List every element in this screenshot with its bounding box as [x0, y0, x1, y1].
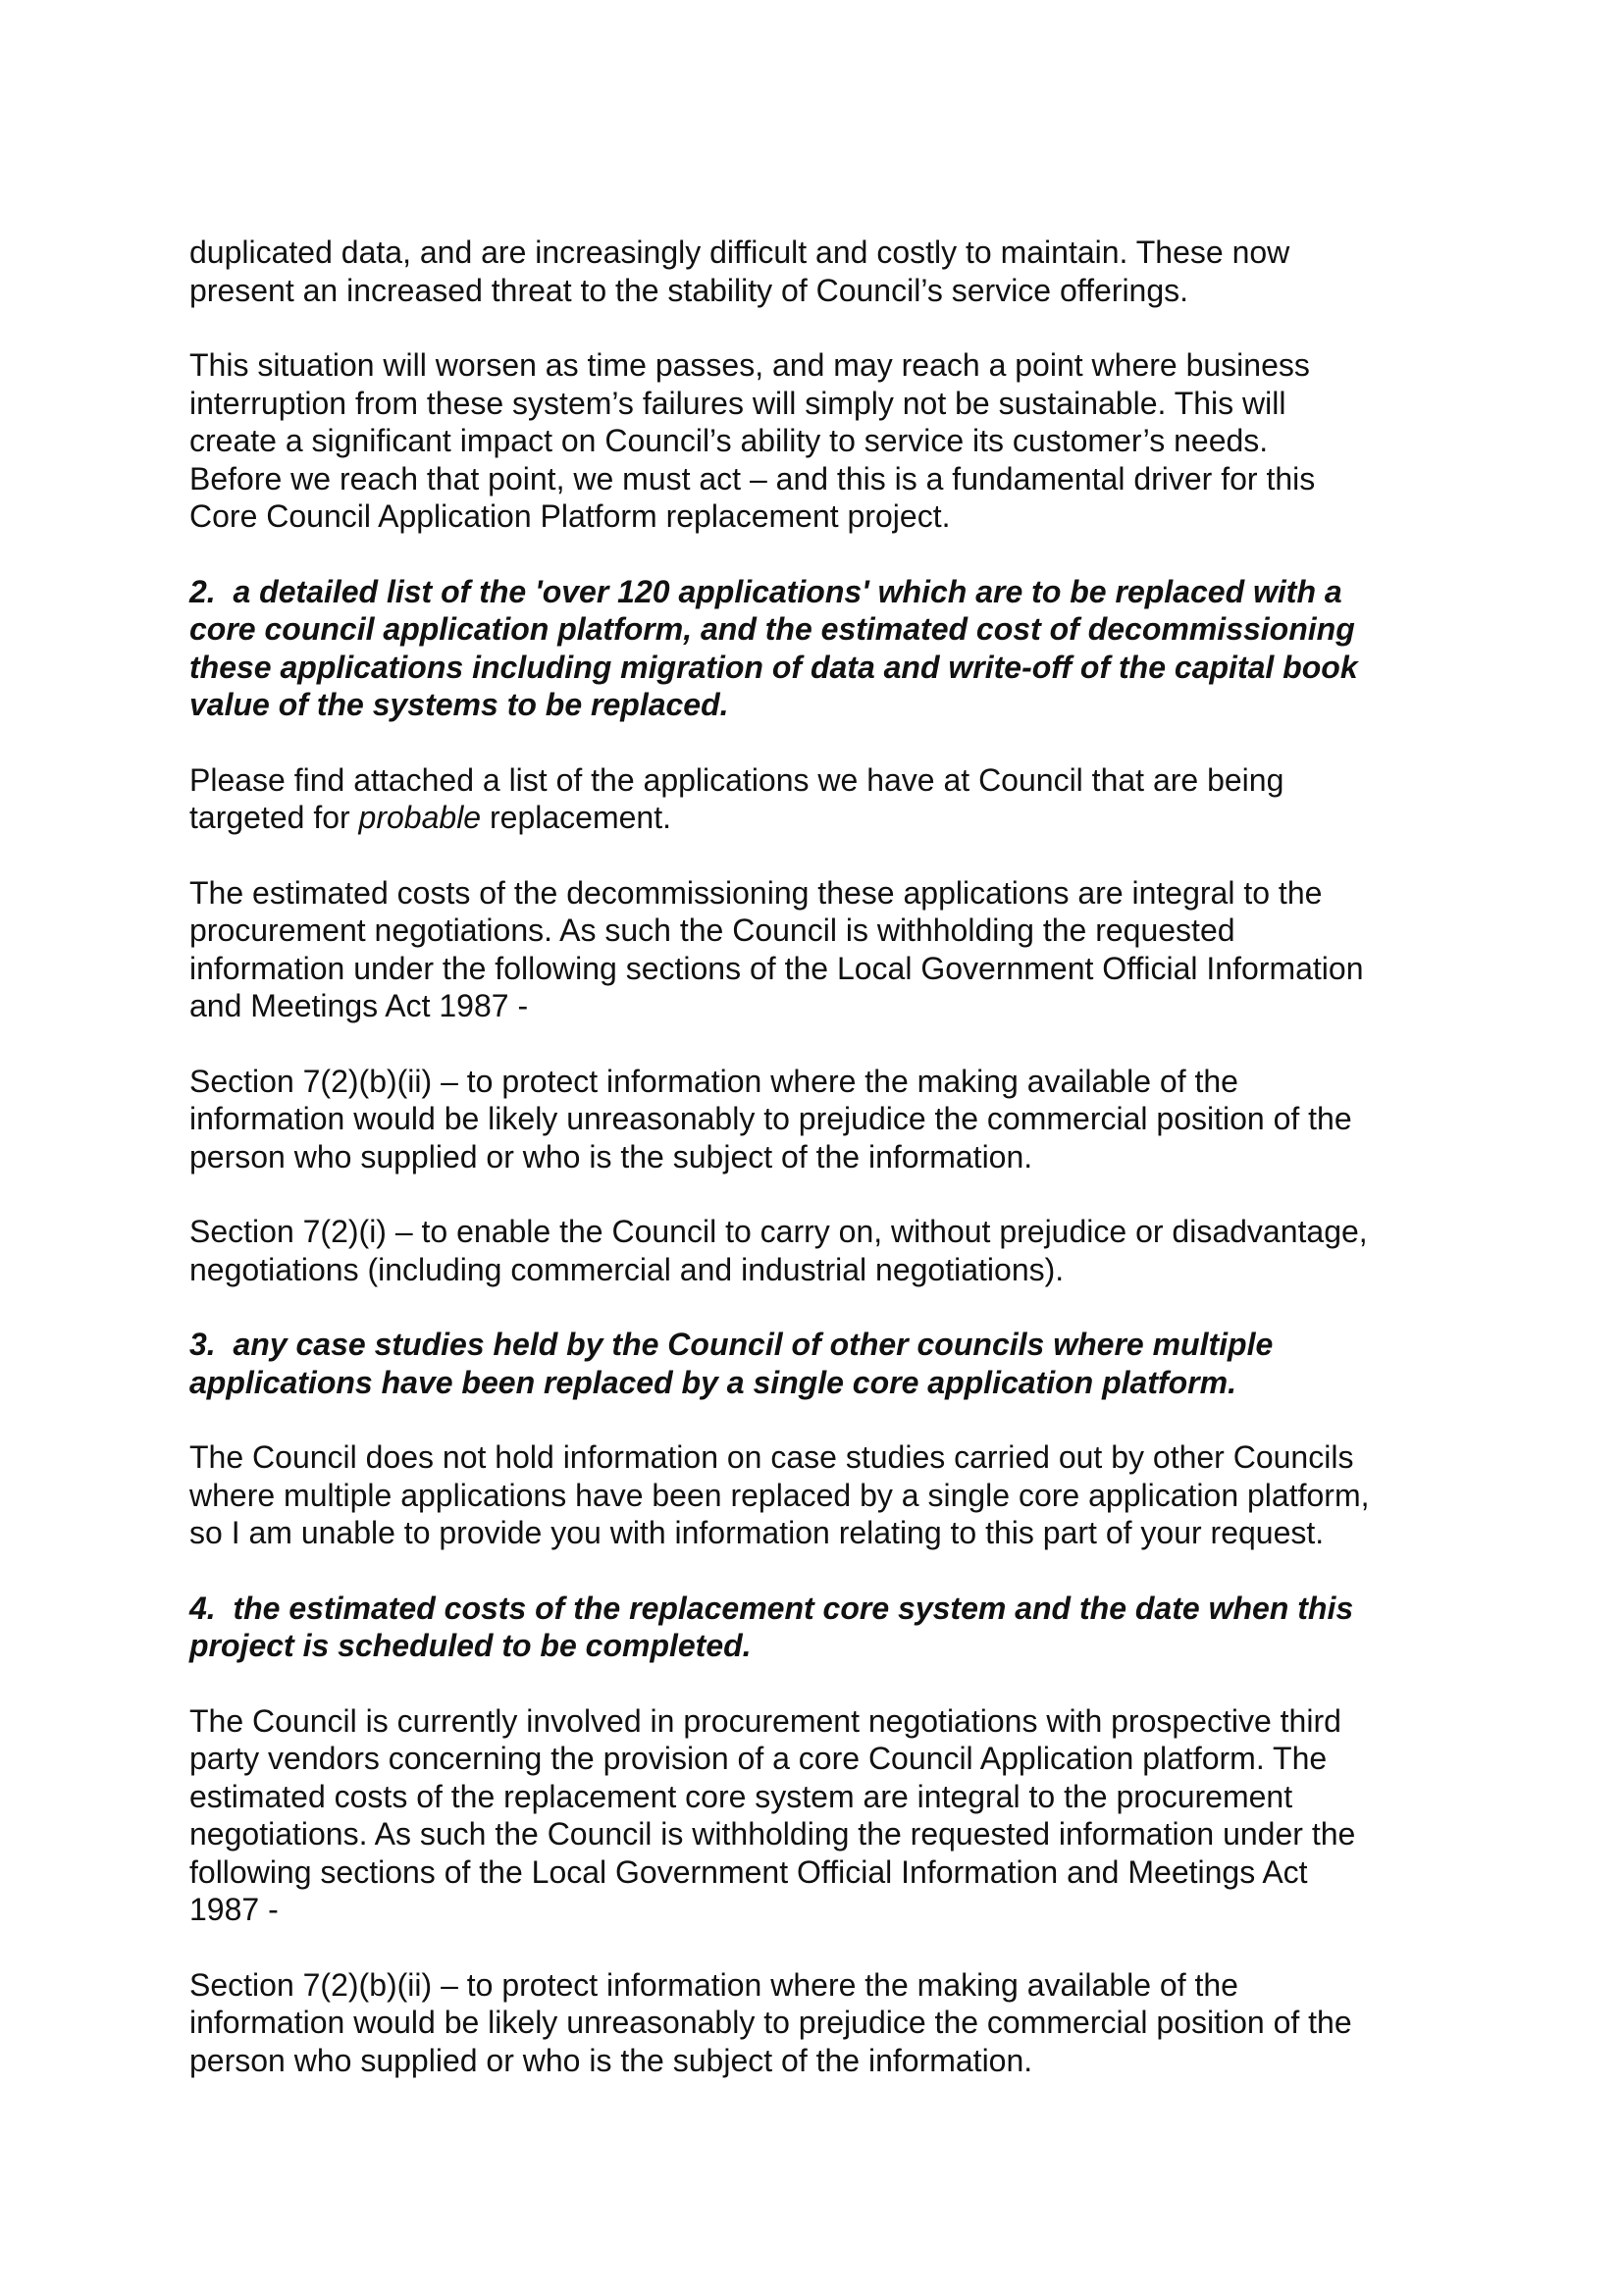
- text-line: The Council is currently involved in procurement negotiations with prospective third: [189, 1702, 1341, 1739]
- text-line: information would be likely unreasonably to prejudice the commercial position of the: [189, 1101, 1352, 1136]
- text-line: This situation will worsen as time passes, and may reach a point where business: [189, 347, 1310, 383]
- text-line: core council application platform, and the estimated cost of decommissioning: [189, 611, 1355, 647]
- question-number: 2.: [189, 573, 216, 609]
- text-line: applications have been replaced by a single core application platform.: [189, 1364, 1236, 1400]
- question-text: the estimated costs of the replacement core system and the date when this: [233, 1590, 1354, 1626]
- text-line: procurement negotiations. As such the Council is withholding the requested: [189, 913, 1235, 948]
- text-line: information would be likely unreasonably to prejudice the commercial position of the: [189, 2005, 1352, 2040]
- paragraph-section-7-2-i: [189, 1213, 1455, 1288]
- question-3-heading: [189, 1326, 1455, 1401]
- text-line: The Council does not hold information on case studies carried out by other Councils: [189, 1439, 1354, 1475]
- text-line: duplicated data, and are increasingly difficult and costly to maintain. These now: [189, 235, 1290, 270]
- text-line: 1987 -: [189, 1892, 279, 1927]
- text-line: [189, 1590, 1455, 1628]
- paragraph-section-7-2-b-ii-repeat: [189, 1966, 1455, 2080]
- text-line: [189, 1326, 1455, 1364]
- text-line: The estimated costs of the decommissioning these applications are integral to the: [189, 874, 1323, 911]
- text-line: interruption from these system’s failures will simply not be sustainable. This will: [189, 385, 1286, 421]
- text-line: Section 7(2)(b)(ii) – to protect information where the making available of the: [189, 1063, 1238, 1099]
- text-line: information under the following sections of the Local Government Official Information: [189, 950, 1364, 986]
- text-line: person who supplied or who is the subject of the information.: [189, 1138, 1033, 1174]
- question-2-heading: [189, 573, 1455, 724]
- paragraph-attached-list: [189, 761, 1455, 837]
- text-line: these applications including migration of data and write-off of the capital book: [189, 649, 1358, 685]
- text-line: estimated costs of the replacement core system are integral to the procurement: [189, 1778, 1293, 1814]
- paragraph-section-7-2-b-ii: [189, 1063, 1455, 1176]
- text-line: following sections of the Local Government Official Information and Meetings Act: [189, 1853, 1308, 1890]
- paragraph-situation-worsens: [189, 346, 1455, 536]
- text-line: person who supplied or who is the subject of the information.: [189, 2042, 1033, 2078]
- paragraph-decommission-costs: [189, 874, 1455, 1025]
- paragraph-system-threat: [189, 234, 1455, 309]
- text-line: Core Council Application Platform replacement project.: [189, 498, 951, 534]
- text-line: negotiations (including commercial and industrial negotiations).: [189, 1251, 1065, 1287]
- text-segment: targeted for: [189, 800, 359, 835]
- text-line: Section 7(2)(i) – to enable the Council to carry on, without prejudice or disadvantage,: [189, 1214, 1368, 1249]
- text-line: Before we reach that point, we must act – and this is a fundamental driver for this: [189, 460, 1316, 496]
- emphasis-text: probable: [358, 800, 482, 835]
- text-line: where multiple applications have been replaced by a single core application platform,: [189, 1477, 1370, 1513]
- text-line: negotiations. As such the Council is withholding the requested information under the: [189, 1816, 1356, 1852]
- text-line: Section 7(2)(b)(ii) – to protect information where the making available of the: [189, 1966, 1238, 2003]
- document-page: [189, 234, 1455, 2116]
- question-number: 3.: [189, 1327, 216, 1362]
- text-line: party vendors concerning the provision of a core Council Application platform. The: [189, 1741, 1328, 1776]
- text-line: create a significant impact on Council’s ability to service its customer’s needs.: [189, 423, 1269, 458]
- text-segment: replacement.: [481, 800, 671, 835]
- text-line: and Meetings Act 1987 -: [189, 988, 529, 1023]
- question-number: 4.: [189, 1590, 216, 1626]
- paragraph-no-case-studies: [189, 1438, 1455, 1552]
- text-line: so I am unable to provide you with information relating to this part of your request.: [189, 1515, 1325, 1550]
- paragraph-procurement-negotiations: [189, 1702, 1455, 1929]
- question-text: any case studies held by the Council of other councils where multiple: [233, 1327, 1274, 1362]
- text-line: present an increased threat to the stability of Council’s service offerings.: [189, 272, 1189, 308]
- question-4-heading: [189, 1590, 1455, 1665]
- text-line: value of the systems to be replaced.: [189, 687, 729, 722]
- text-line: Please find attached a list of the applications we have at Council that are being: [189, 761, 1284, 798]
- question-text: a detailed list of the 'over 120 applications' which are to be replaced with a: [233, 573, 1342, 609]
- text-line: project is scheduled to be completed.: [189, 1628, 752, 1663]
- text-line: [189, 573, 1455, 611]
- text-line: [189, 799, 1455, 837]
